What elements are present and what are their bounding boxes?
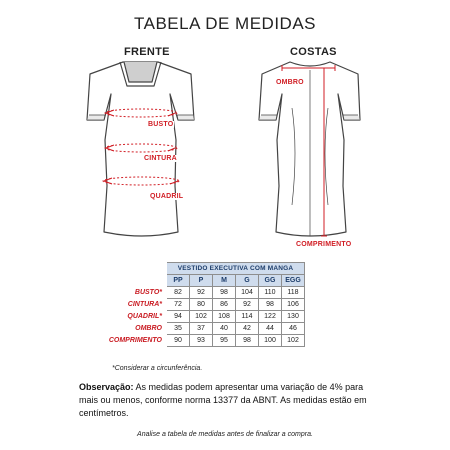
table-cell: 114 bbox=[236, 311, 259, 323]
table-cell: 86 bbox=[213, 299, 236, 311]
row-label: QUADRIL* bbox=[106, 311, 167, 323]
row-label: CINTURA* bbox=[106, 299, 167, 311]
table-cell: 44 bbox=[259, 323, 282, 335]
shoulder-label: OMBRO bbox=[276, 79, 304, 86]
back-dress-drawing bbox=[259, 62, 360, 236]
observation-label: Observação: bbox=[79, 382, 134, 392]
table-cell: 37 bbox=[190, 323, 213, 335]
row-label: BUSTO* bbox=[106, 287, 167, 299]
table-cell: 118 bbox=[282, 287, 305, 299]
front-view-label: FRENTE bbox=[124, 46, 170, 58]
table-row bbox=[106, 323, 305, 335]
hip-label: QUADRIL bbox=[150, 193, 184, 200]
table-cell: 110 bbox=[259, 287, 282, 299]
row-label: OMBRO bbox=[106, 323, 167, 335]
back-view-label: COSTAS bbox=[290, 46, 337, 58]
table-cell: 104 bbox=[236, 287, 259, 299]
table-cell: 122 bbox=[259, 311, 282, 323]
table-cell: 80 bbox=[190, 299, 213, 311]
table-cell: 102 bbox=[190, 311, 213, 323]
observation-note bbox=[79, 381, 379, 420]
table-cell: 92 bbox=[190, 287, 213, 299]
front-dress-drawing bbox=[87, 62, 194, 236]
row-label: COMPRIMENTO bbox=[106, 335, 167, 347]
table-cell: 98 bbox=[213, 287, 236, 299]
waist-label: CINTURA bbox=[144, 155, 177, 162]
table-cell: 98 bbox=[236, 335, 259, 347]
size-header: G bbox=[236, 275, 259, 287]
table-cell: 108 bbox=[213, 311, 236, 323]
bust-label: BUSTO bbox=[148, 121, 174, 128]
size-header: PP bbox=[167, 275, 190, 287]
observation-text: As medidas podem apresentar uma variação de 4% para mais ou menos, conforme norma 13377 da ABNT. As medidas estão em centímetros. bbox=[79, 382, 367, 418]
table-banner: VESTIDO EXECUTIVA COM MANGA bbox=[167, 263, 305, 275]
page-title: TABELA DE MEDIDAS bbox=[133, 14, 316, 33]
table-cell: 82 bbox=[167, 287, 190, 299]
table-cell: 102 bbox=[282, 335, 305, 347]
table-cell: 106 bbox=[282, 299, 305, 311]
table-cell: 46 bbox=[282, 323, 305, 335]
table-cell: 95 bbox=[213, 335, 236, 347]
table-cell: 92 bbox=[236, 299, 259, 311]
table-row bbox=[106, 311, 305, 323]
table-cell: 100 bbox=[259, 335, 282, 347]
table-row bbox=[106, 287, 305, 299]
size-header: GG bbox=[259, 275, 282, 287]
table-cell: 35 bbox=[167, 323, 190, 335]
table-cell: 40 bbox=[213, 323, 236, 335]
table-cell: 130 bbox=[282, 311, 305, 323]
length-label: COMPRIMENTO bbox=[296, 241, 352, 248]
table-cell: 90 bbox=[167, 335, 190, 347]
size-table bbox=[105, 262, 305, 347]
footnote: *Considerar a circunferência. bbox=[112, 365, 203, 372]
size-header: M bbox=[213, 275, 236, 287]
table-row bbox=[106, 335, 305, 347]
table-cell: 94 bbox=[167, 311, 190, 323]
size-header: EGG bbox=[282, 275, 305, 287]
table-row bbox=[106, 299, 305, 311]
table-cell: 98 bbox=[259, 299, 282, 311]
table-cell: 72 bbox=[167, 299, 190, 311]
closing-note: Analise a tabela de medidas antes de finalizar a compra. bbox=[137, 431, 313, 438]
table-cell: 93 bbox=[190, 335, 213, 347]
table-cell: 42 bbox=[236, 323, 259, 335]
size-header: P bbox=[190, 275, 213, 287]
